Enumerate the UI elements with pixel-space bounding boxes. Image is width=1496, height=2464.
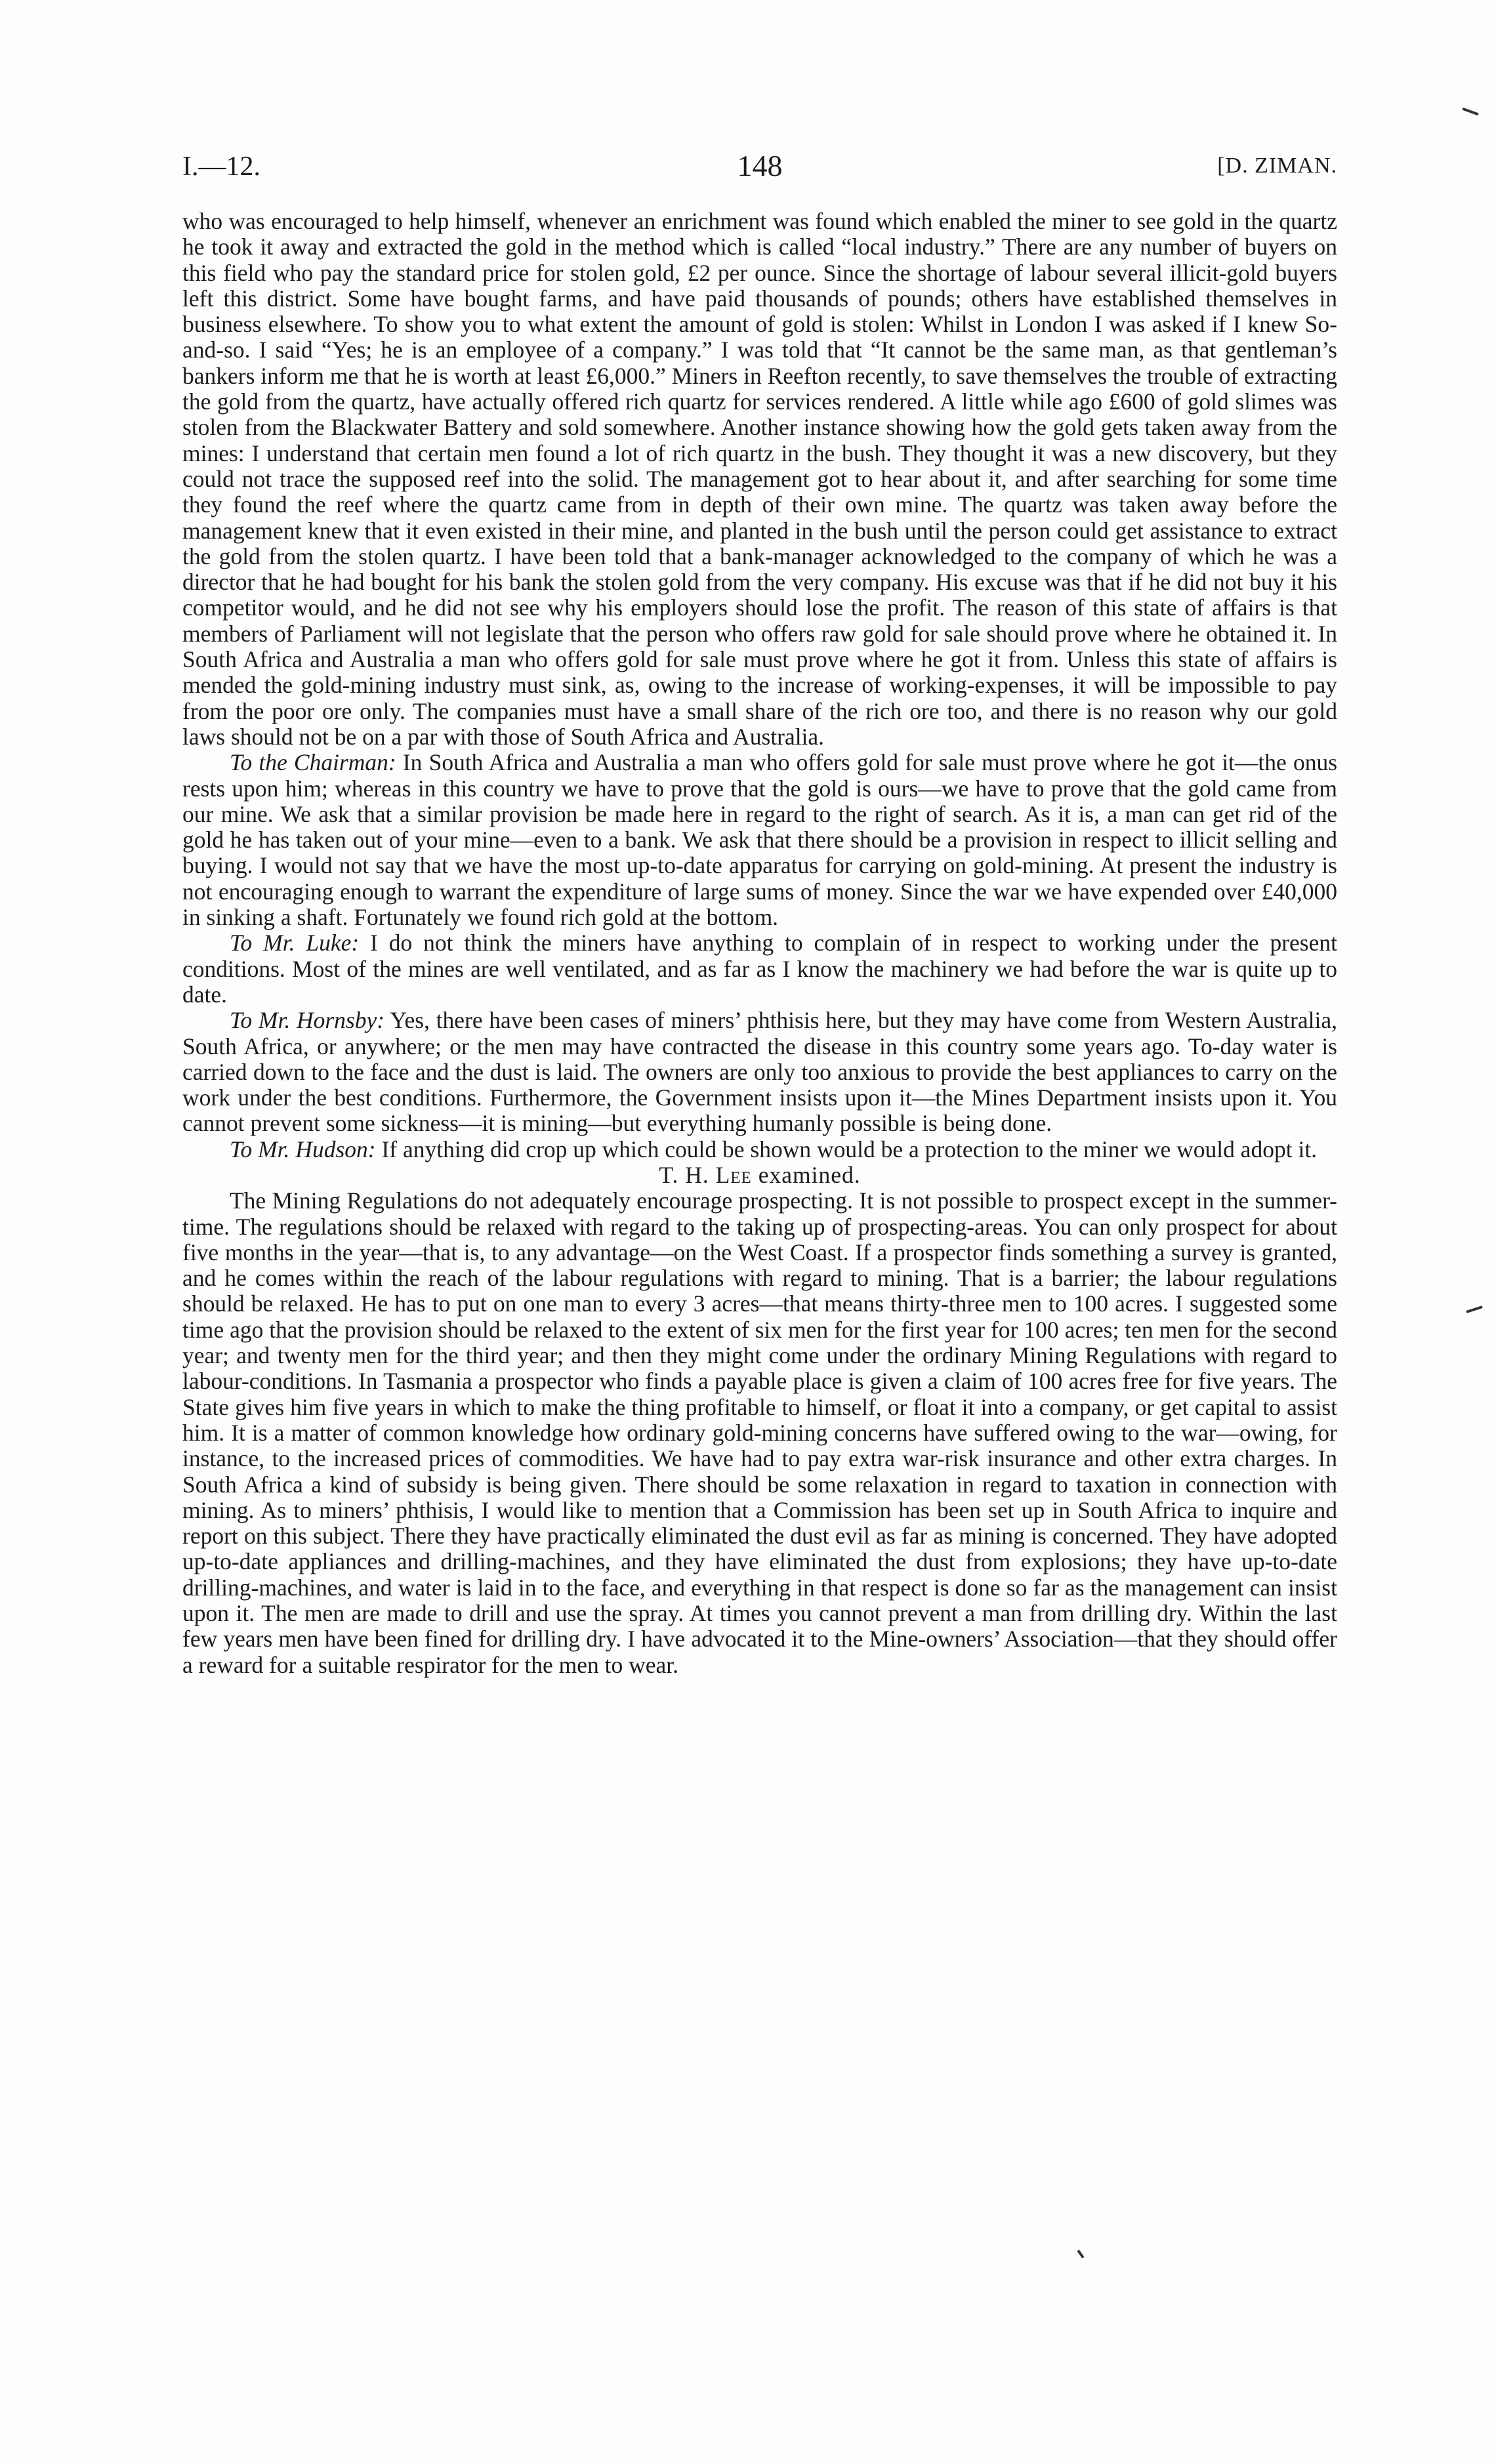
paragraph-continuation: [182, 209, 1337, 750]
addressee: To the Chairman:: [230, 749, 396, 776]
addressee: To Mr. Hornsby:: [230, 1007, 385, 1034]
paragraph-to-mr-hudson: [182, 1137, 1337, 1162]
scan-mark: [1077, 2249, 1084, 2259]
scan-mark: [1462, 108, 1479, 116]
witness-initials: T. H.: [659, 1161, 709, 1188]
addressee: To Mr. Hudson:: [230, 1136, 376, 1162]
paragraph-text: In South Africa and Australia a man who offers gold for sale must prove where he got it—the onus rests upon him; whereas in this country we have to prove that the gold is ours—we have to prove that the gold came from our mine. We ask that a similar provision be made here in regard to the right of search. As it is, a man can get rid of the gold he has taken out of your mine—even to a bank. We ask that there should be a provision in respect to illicit selling and buying. I would not say that we have the most up-to-date apparatus for carrying on gold-mining. At present the industry is not encouraging enough to warrant the expenditure of large sums of money. Since the war we have expended over £40,000 in sinking a shaft. Fortunately we found rich gold at the bottom.: [182, 749, 1338, 931]
paragraph-to-mr-luke: [182, 930, 1337, 1008]
paragraph-text: who was encouraged to help himself, whenever an enrichment was found which enabled the miner to see gold in the quartz he took it away and extracted the gold in the method which is called “local industry.” There are any number of buyers on this field who pay the standard price for stolen gold, £2 per ounce. Since the shortage of labour several illicit-gold buyers left this district. Some have bought farms, and have paid thousands of pounds; others have established themselves in business elsewhere. To show you to what extent the amount of gold is stolen: Whilst in London I was asked if I knew So-and-so. I said “Yes; he is an employee of a company.” I was told that “It cannot be the same man, as that gentleman’s bankers inform me that he is worth at least £6,000.” Miners in Reefton recently, to save themselves the trouble of extracting the gold from the quartz, have actually offered rich quartz for services rendered. A little while ago £600 of gold slimes was stolen from the Blackwater Battery and sold somewhere. Another instance showing how the gold gets taken away from the mines: I understand that certain men found a lot of rich quartz in the bush. They thought it was a new discovery, but they could not trace the supposed reef into the solid. The management got to hear about it, and after searching for some time they found the reef where the quartz came from in depth of their own mine. The quartz was taken away before the management knew that it even existed in their mine, and planted in the bush until the person could get assistance to extract the gold from the stolen quartz. I have been told that a bank-manager acknowledged to the company of which he was a director that he had bought for his bank the stolen gold from the very company. His excuse was that if he did not buy it his competitor would, and he did not see why his employers should lose the profit. The reason of this state of affairs is that members of Parliament will not legislate that the person who offers raw gold for sale should prove where he obtained it. In South Africa and Australia a man who offers gold for sale must prove where he got it from. Unless this state of affairs is mended the gold-mining industry must sink, as, owing to the increase of working-expenses, it will be impossible to pay from the poor ore only. The companies must have a small share of the rich ore too, and there is no reason why our gold laws should not be on a par with those of South Africa and Australia.: [182, 208, 1337, 750]
section-heading: [182, 1162, 1337, 1188]
paragraph-lee-evidence: [182, 1188, 1337, 1678]
witness-name: [D. ZIMAN.: [1217, 154, 1337, 178]
addressee: To Mr. Luke:: [230, 930, 360, 956]
page-number: 148: [737, 149, 783, 182]
paragraph-to-chairman: [182, 750, 1337, 930]
report-reference: I.—12.: [182, 152, 260, 182]
paragraph-text: I do not think the miners have anything to complain of in respect to working under the present conditions. Most of the mines are well ventilated, and as far as I know the machinery we had before the war is quite up to date.: [182, 930, 1337, 1008]
paragraph-text: If anything did crop up which could be shown would be a protection to the miner we would adopt it.: [375, 1136, 1318, 1162]
witness-surname: Lee: [715, 1161, 752, 1188]
scan-mark: [1466, 1305, 1483, 1313]
heading-suffix: examined.: [758, 1161, 861, 1188]
body-text: [182, 209, 1337, 1678]
paragraph-to-mr-hornsby: [182, 1008, 1337, 1136]
paragraph-text: Yes, there have been cases of miners’ phthisis here, but they may have come from Western Australia, South Africa, or anywhere; or the men may have contracted the disease in this country some years ago. To-day water is carried down to the face and the dust is laid. The owners are only too anxious to provide the best appliances to carry on the work under the best conditions. Furthermore, the Government insists upon it—the Mines Department insists upon it. You cannot prevent some sickness—it is mining—but everything humanly possible is being done.: [182, 1007, 1337, 1137]
paragraph-text: The Mining Regulations do not adequately encourage prospecting. It is not possible to prospect except in the summer-time. The regulations should be relaxed with regard to the taking up of prospecting-areas. You can only prospect for about five months in the year—that is, to any advantage—on the West Coast. If a prospector finds something a survey is granted, and he comes within the reach of the labour regulations with regard to mining. That is a barrier; the labour regulations should be relaxed. He has to put on one man to every 3 acres—that means thirty-three men to 100 acres. I suggested some time ago that the provision should be relaxed to the extent of six men for the first year for 100 acres; ten men for the second year; and twenty men for the third year; and then they might come under the ordinary Mining Regulations with regard to labour-conditions. In Tasmania a prospector who finds a payable place is given a claim of 100 acres free for five years. The State gives him five years in which to make the thing profitable to himself, or float it into a company, or get capital to assist him. It is a matter of common knowledge how ordinary gold-mining concerns have suffered owing to the war—owing, for instance, to the increased prices of commodities. We have had to pay extra war-risk insurance and other extra charges. In South Africa a kind of subsidy is being given. There should be some relaxation in regard to taxation in connection with mining. As to miners’ phthisis, I would like to mention that a Commission has been set up in South Africa to inquire and report on this subject. There they have practically eliminated the dust evil as far as mining is concerned. They have adopted up-to-date appliances and drilling-machines, and they have eliminated the dust from explosions; they have up-to-date drilling-machines, and water is laid in to the face, and everything in that respect is done so far as the management can insist upon it. The men are made to drill and use the spray. At times you cannot prevent a man from drilling dry. Within the last few years men have been fined for drilling dry. I have advocated it to the Mine-owners’ Association—that they should offer a reward for a suitable respirator for the men to wear.: [182, 1187, 1337, 1678]
page-header: [182, 144, 1337, 190]
